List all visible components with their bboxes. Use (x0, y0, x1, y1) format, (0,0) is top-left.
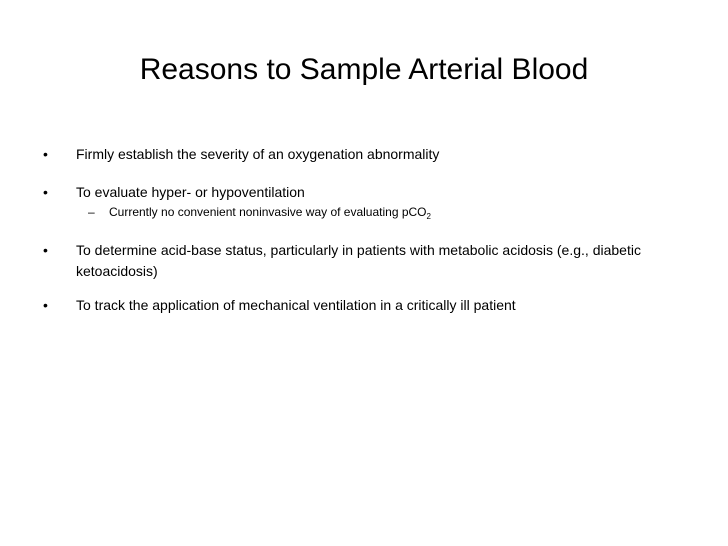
slide-title: Reasons to Sample Arterial Blood (139, 53, 589, 86)
bullet-marker: • (43, 297, 48, 313)
subscript-2: 2 (426, 212, 431, 221)
bullet-item-oxygenation: Firmly establish the severity of an oxygenation abnormality (76, 146, 440, 162)
bullet-item-mechanical-ventilation: To track the application of mechanical ventilation in a critically ill patient (76, 297, 516, 313)
bullet-item-ventilation: To evaluate hyper- or hypoventilation (76, 184, 305, 200)
bullet-marker: • (43, 242, 48, 258)
sub-bullet-marker: – (88, 205, 95, 219)
bullet-marker: • (43, 146, 48, 162)
bullet-item-acid-base (76, 240, 676, 282)
sub-bullet-text: Currently no convenient noninvasive way of evaluating pCO (109, 205, 427, 219)
sub-bullet-item-pco2 (109, 203, 669, 221)
bullet-item-acid-base-line1: To determine acid-base status, particularly in patients with metabolic acidosis (e.g., diabetic (76, 242, 641, 258)
bullet-marker: • (43, 184, 48, 200)
bullet-item-acid-base-line2: ketoacidosis) (76, 263, 158, 279)
